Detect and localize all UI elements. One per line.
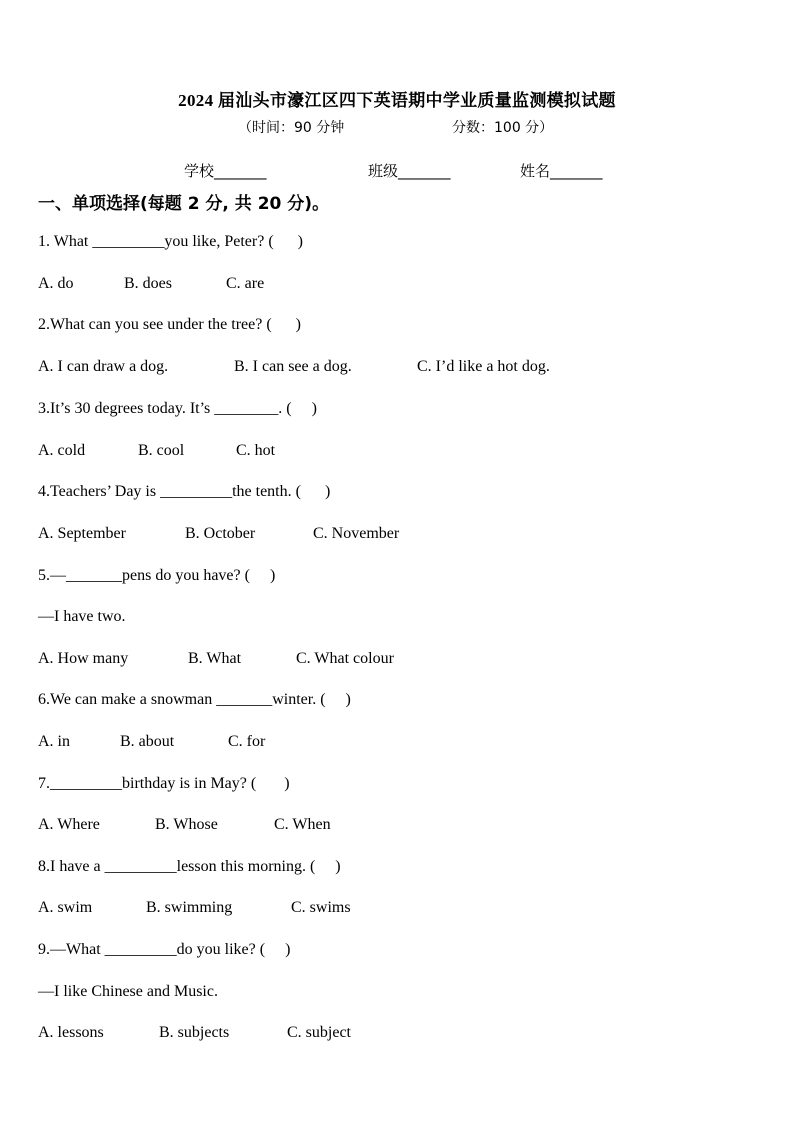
option-5a: A. How many — [38, 650, 129, 667]
option-1b: B. does — [124, 275, 172, 292]
question-1: 1. What _________you like, Peter? ( ) — [38, 233, 303, 250]
option-3b: B. cool — [138, 442, 185, 459]
question-8: 8.I have a _________lesson this morning. ( ) — [38, 858, 341, 875]
option-7a: A. Where — [38, 816, 100, 833]
option-9a: A. lessons — [38, 1024, 104, 1041]
option-5b: B. What — [188, 650, 242, 667]
question-5: 5.—_______pens do you have? ( ) — [38, 567, 276, 584]
option-5c: C. What colour — [296, 650, 394, 667]
page-title: 2024 届汕头市濠江区四下英语期中学业质量监测模拟试题 — [178, 91, 616, 110]
question-9-reply: —I like Chinese and Music. — [38, 983, 218, 1000]
option-7c: C. When — [274, 816, 331, 833]
name-field: 姓名_______ — [520, 162, 603, 180]
option-8a: A. swim — [38, 899, 93, 916]
option-8b: B. swimming — [146, 899, 233, 916]
section-heading: 一、单项选择(每题 2 分, 共 20 分)。 — [38, 194, 330, 214]
exam-time: （时间：90 分钟 — [238, 120, 345, 136]
class-field: 班级_______ — [368, 162, 451, 180]
option-6c: C. for — [228, 733, 266, 750]
option-6b: B. about — [120, 733, 175, 750]
option-1a: A. do — [38, 275, 74, 292]
school-field: 学校_______ — [184, 162, 267, 180]
option-7b: B. Whose — [155, 816, 218, 833]
option-3a: A. cold — [38, 442, 86, 459]
option-6a: A. in — [38, 733, 70, 750]
question-3: 3.It’s 30 degrees today. It’s ________. ( ) — [38, 400, 317, 417]
option-2a: A. I can draw a dog. — [38, 358, 169, 375]
option-4b: B. October — [185, 525, 256, 542]
question-7: 7._________birthday is in May? ( ) — [38, 775, 290, 792]
option-8c: C. swims — [291, 899, 351, 916]
option-2b: B. I can see a dog. — [234, 358, 352, 375]
option-9c: C. subject — [287, 1024, 351, 1041]
option-9b: B. subjects — [159, 1024, 230, 1041]
exam-score: 分数：100 分） — [452, 120, 554, 136]
question-4: 4.Teachers’ Day is _________the tenth. ( ) — [38, 483, 331, 500]
option-4c: C. November — [313, 525, 400, 542]
question-9: 9.—What _________do you like? ( ) — [38, 941, 291, 958]
option-4a: A. September — [38, 525, 126, 542]
question-6: 6.We can make a snowman _______winter. ( ) — [38, 691, 351, 708]
question-5-reply: —I have two. — [38, 608, 126, 625]
option-3c: C. hot — [236, 442, 276, 459]
option-1c: C. are — [226, 275, 265, 292]
question-2: 2.What can you see under the tree? ( ) — [38, 316, 301, 333]
option-2c: C. I’d like a hot dog. — [417, 358, 550, 375]
